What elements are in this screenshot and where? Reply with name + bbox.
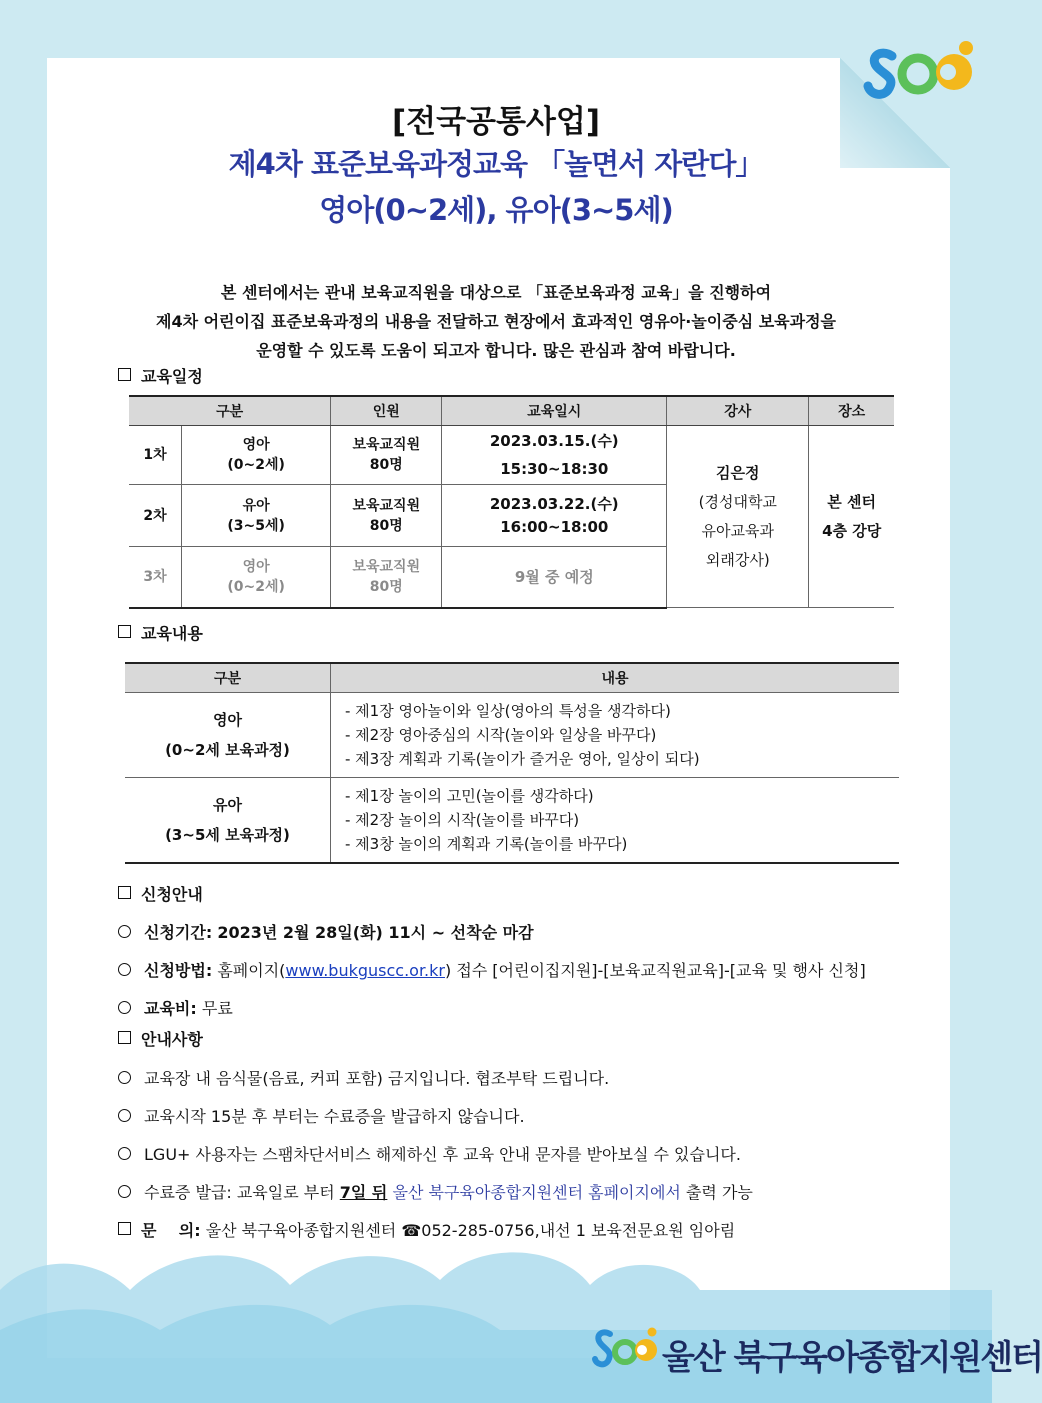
column-header: 장소: [809, 396, 894, 426]
column-header: 구분: [129, 396, 331, 426]
notice-item-1: 교육장 내 음식물(음료, 커피 포함) 금지입니다. 협조부탁 드립니다.: [118, 1066, 609, 1089]
section-notice: 안내사항: [118, 1027, 203, 1050]
column-header: 인원: [331, 396, 442, 426]
list-item: - 제3창 놀이의 계획과 기록(놀이를 바꾸다): [345, 835, 628, 853]
category-cell: 영아 (0~2세 보육과정): [125, 693, 331, 778]
people-cell: 보육교직원 80명: [331, 426, 442, 485]
apply-period: 신청기간: 2023년 2월 28일(화) 11시 ~ 선착순 마감: [118, 920, 534, 943]
title-line-2: 제4차 표준보육과정교육 「놀면서 자란다」: [228, 147, 764, 181]
notice-item-4: 수료증 발급: 교육일로 부터 7일 뒤 울산 북구육아종합지원센터 홈페이지에서 출력 가능: [118, 1180, 753, 1203]
section-schedule: 교육일정: [118, 364, 203, 387]
category-cell: 유아 (3~5세 보육과정): [125, 778, 331, 864]
checkbox-square-icon: [118, 368, 131, 381]
footer-center-name: 울산 북구육아종합지원센터: [662, 1338, 1042, 1378]
table-row: [129, 426, 894, 485]
content-table: [125, 662, 899, 864]
column-header: 내용: [331, 663, 900, 693]
bullet-circle-icon: [118, 1001, 131, 1014]
intro-line-1: 본 센터에서는 관내 보육교직원을 대상으로 「표준보육과정 교육」을 진행하여: [220, 283, 772, 302]
date-cell: 2023.03.15.(수) 15:30~18:30: [442, 426, 667, 485]
column-header: 강사: [667, 396, 809, 426]
table-row: [125, 778, 899, 864]
target-cell: 영아 (0~2세): [182, 547, 331, 608]
bullet-circle-icon: [118, 1071, 131, 1084]
intro-line-2: 제4차 어린이집 표준보육과정의 내용을 전달하고 현장에서 효과적인 영유아·놀이중심 보육과정을: [155, 312, 836, 331]
footer-logo: [592, 1322, 1042, 1382]
list-item: - 제1장 영아놀이와 일상(영아의 특성을 생각하다): [345, 702, 671, 720]
checkbox-square-icon: [118, 886, 131, 899]
notice-item-2: 교육시작 15분 후 부터는 수료증을 발급하지 않습니다.: [118, 1104, 525, 1127]
checkbox-square-icon: [118, 625, 131, 638]
checkbox-square-icon: [118, 1031, 131, 1044]
bullet-circle-icon: [118, 1109, 131, 1122]
round-cell: 2차: [129, 485, 182, 547]
people-cell: 보육교직원 80명: [331, 547, 442, 608]
target-cell: 유아 (3~5세): [182, 485, 331, 547]
items-cell: [331, 778, 900, 864]
target-cell: 영아 (0~2세): [182, 426, 331, 485]
title-line-1: [전국공통사업]: [391, 104, 600, 140]
section-apply: 신청안내: [118, 882, 203, 905]
intro-paragraph: [60, 278, 932, 365]
table-row: [125, 693, 899, 778]
list-item: - 제2장 영아중심의 시작(놀이와 일상을 바꾸다): [345, 726, 657, 744]
date-cell: 2023.03.22.(수) 16:00~18:00: [442, 485, 667, 547]
table-header-row: [125, 663, 899, 693]
center-logo-icon: [862, 34, 982, 104]
intro-line-3: 운영할 수 있도록 도움이 되고자 합니다. 많은 관심과 참여 바랍니다.: [256, 341, 736, 360]
section-content: 교육내용: [118, 621, 203, 644]
instructor-cell: 김은정 (경성대학교 유아교육과 외래강사): [667, 426, 809, 608]
column-header: 구분: [125, 663, 331, 693]
bullet-circle-icon: [118, 925, 131, 938]
schedule-table: [129, 395, 894, 609]
footer-logo-icon: [592, 1322, 658, 1378]
round-cell: 3차: [129, 547, 182, 608]
apply-method: 신청방법: 홈페이지(www.bukguscc.or.kr) 접수 [어린이집지원]-[보육교직원교육]-[교육 및 행사 신청]: [118, 958, 866, 981]
round-cell: 1차: [129, 426, 182, 485]
list-item: - 제3장 계획과 기록(놀이가 즐거운 영아, 일상이 되다): [345, 750, 700, 768]
items-cell: [331, 693, 900, 778]
bullet-circle-icon: [118, 1147, 131, 1160]
people-cell: 보육교직원 80명: [331, 485, 442, 547]
bullet-circle-icon: [118, 963, 131, 976]
list-item: - 제1장 놀이의 고민(놀이를 생각하다): [345, 787, 594, 805]
bullet-circle-icon: [118, 1185, 131, 1198]
table-header-row: [129, 396, 894, 426]
venue-cell: 본 센터 4층 강당: [809, 426, 894, 608]
notice-item-3: LGU+ 사용자는 스팸차단서비스 해제하신 후 교육 안내 문자를 받아보실 수 있습니다.: [118, 1142, 741, 1165]
homepage-link[interactable]: www.bukguscc.or.kr: [285, 961, 445, 980]
column-header: 교육일시: [442, 396, 667, 426]
checkbox-square-icon: [118, 1222, 131, 1235]
apply-fee: 교육비: 무료: [118, 996, 233, 1019]
contact-line: 문 의: 울산 북구육아종합지원센터 ☎052-285-0756,내선 1 보육전문요원 임아림: [118, 1218, 735, 1241]
list-item: - 제2장 놀이의 시작(놀이를 바꾸다): [345, 811, 580, 829]
date-cell: 9월 중 예정: [442, 547, 667, 608]
title-line-3: 영아(0~2세), 유아(3~5세): [319, 193, 673, 227]
